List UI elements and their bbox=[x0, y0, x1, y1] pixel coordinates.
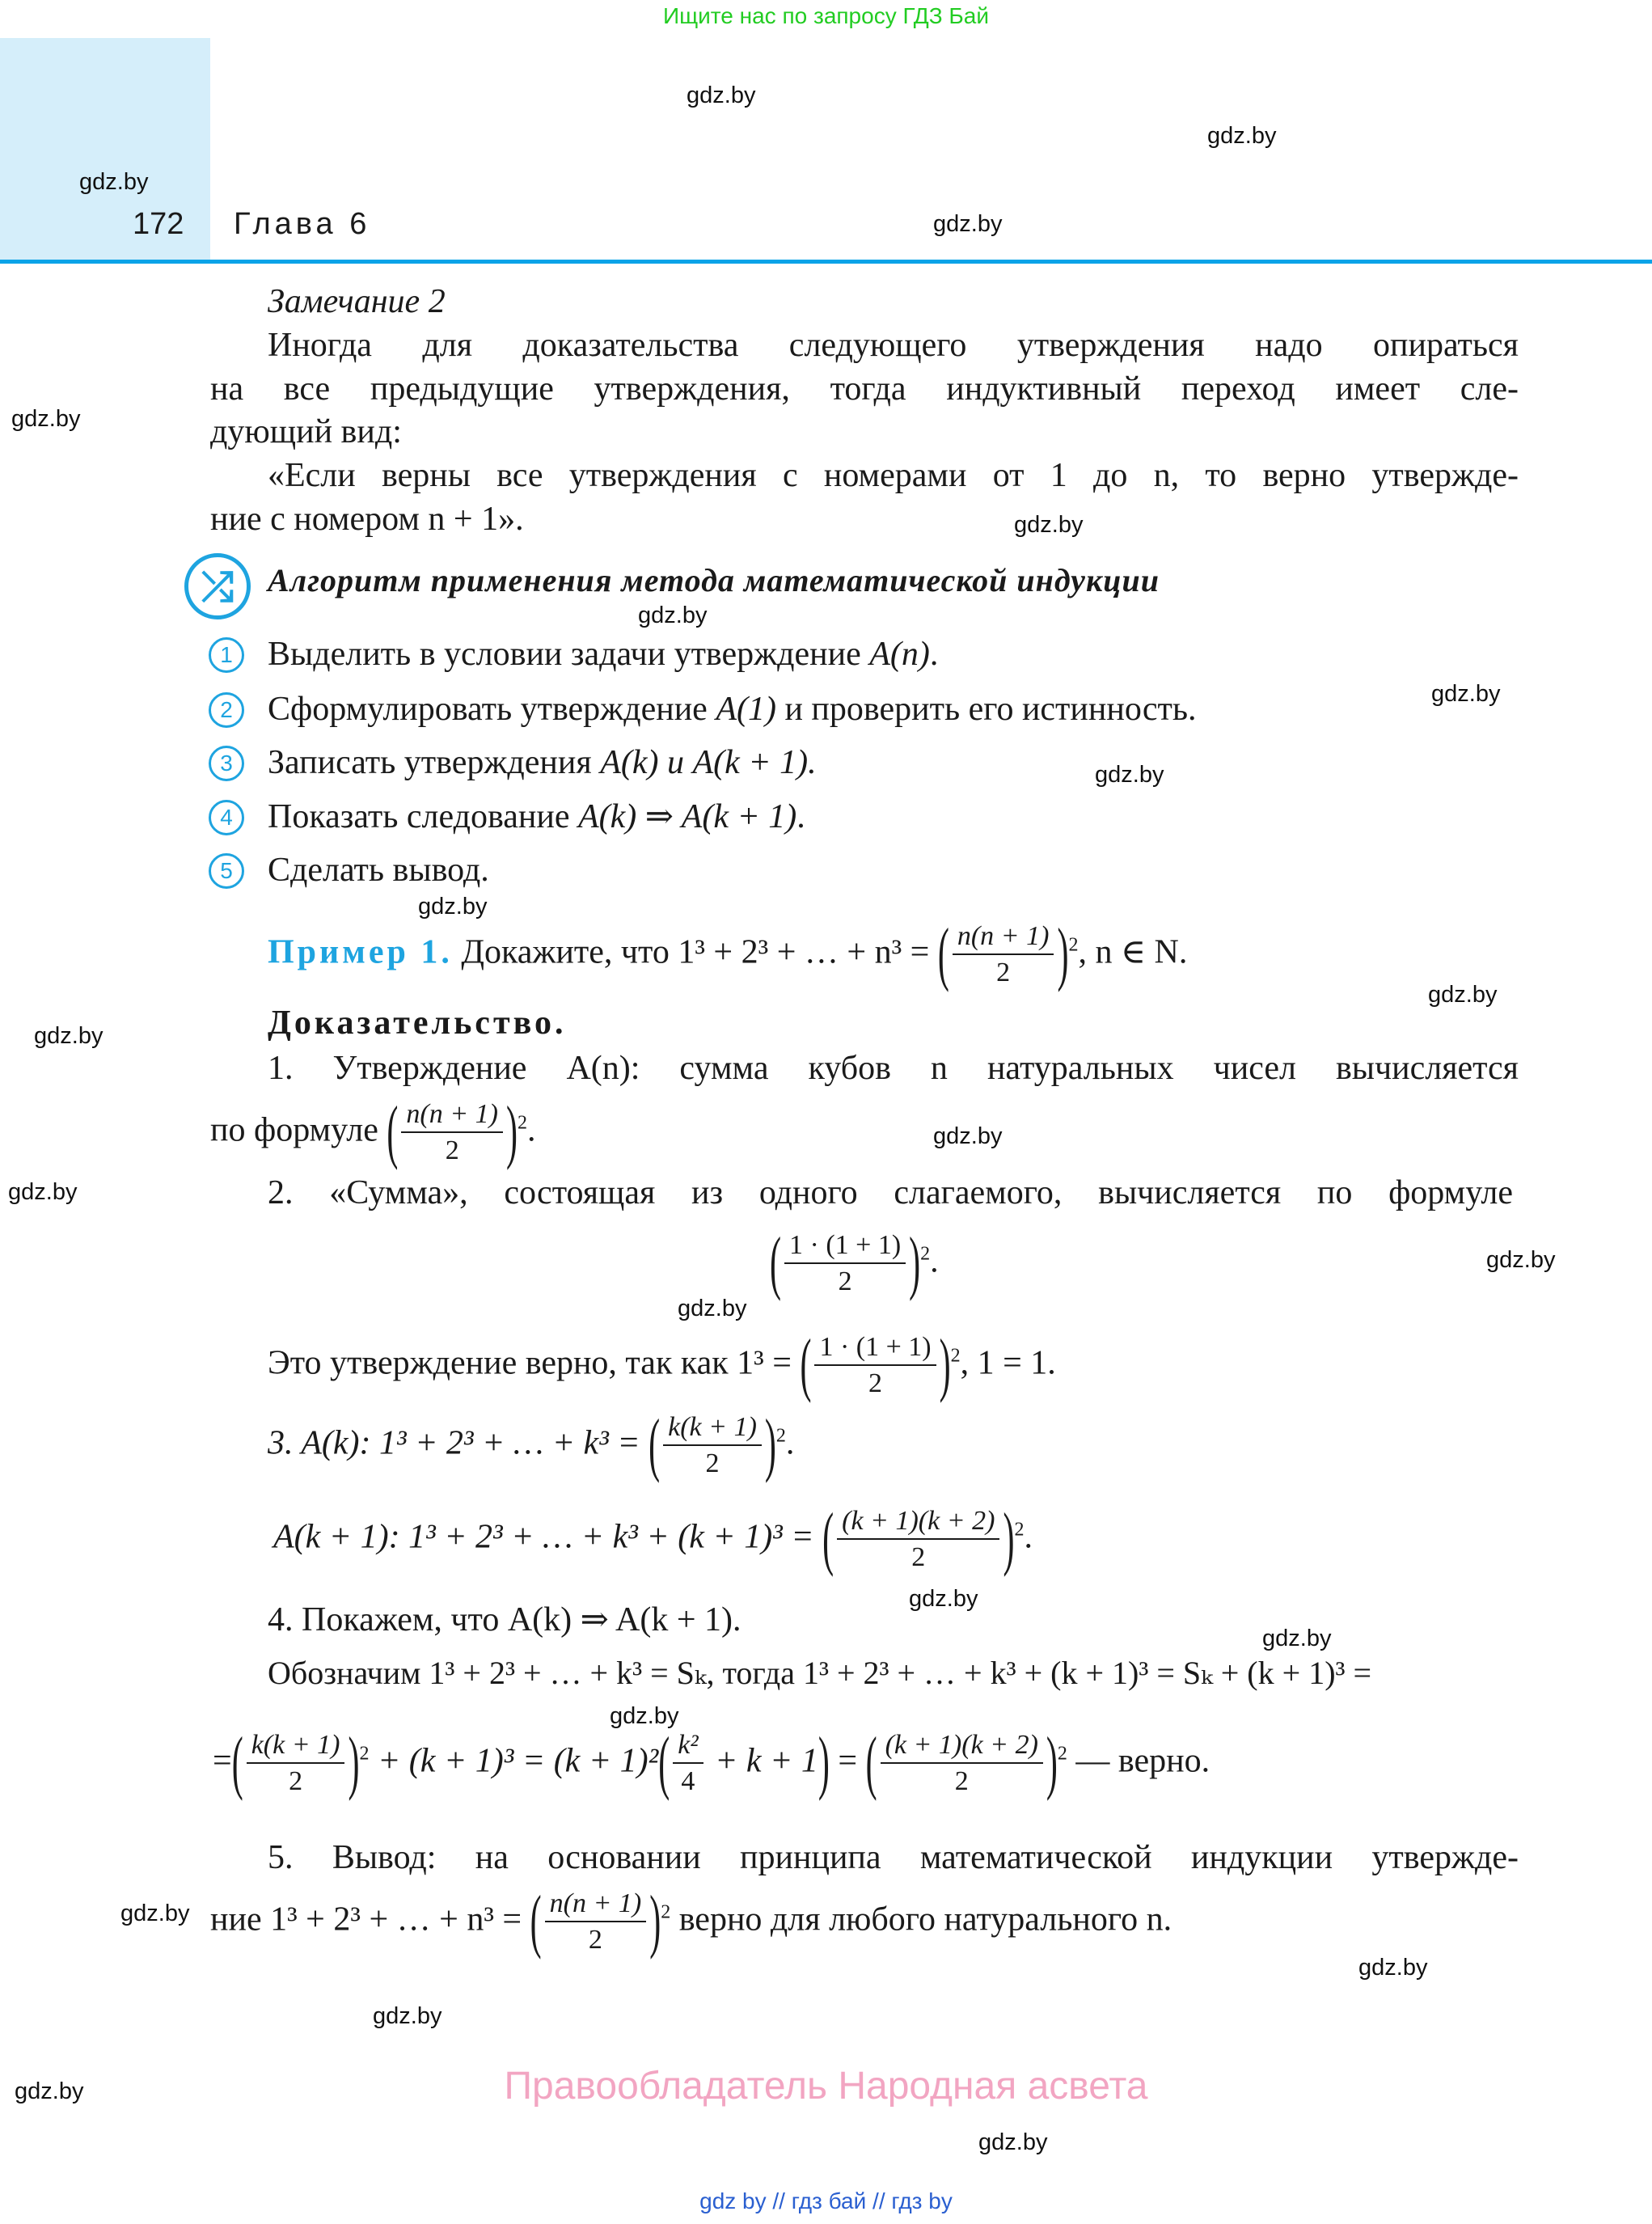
algorithm-step bbox=[268, 850, 489, 890]
step-tail: . bbox=[796, 798, 805, 835]
algorithm-step bbox=[268, 742, 817, 783]
fraction bbox=[401, 1098, 503, 1168]
footer-links[interactable]: gdz by // гдз бай // гдз by bbox=[699, 2188, 953, 2213]
proof-line: 4. Покажем, что A(k) ⇒ A(k + 1). bbox=[268, 1601, 741, 1638]
numerator: (k + 1)(k + 2) bbox=[881, 1729, 1043, 1764]
text: . bbox=[1024, 1518, 1033, 1556]
exponent: 2 bbox=[1068, 934, 1079, 956]
denominator: 4 bbox=[681, 1765, 695, 1796]
chapter-title: Глава 6 bbox=[234, 207, 371, 241]
text: . bbox=[526, 1111, 536, 1149]
proof-formula: ( $\frac{1 \cdot (1 + 1)}{2}$ )$^2$. bbox=[770, 1224, 939, 1303]
text: , 1 = 1. bbox=[960, 1344, 1056, 1382]
watermark: gdz.by bbox=[11, 406, 81, 432]
watermark: gdz.by bbox=[120, 1901, 190, 1926]
watermark: gdz.by bbox=[933, 1123, 1003, 1149]
exponent: 2 bbox=[1057, 1743, 1067, 1765]
proof-line: Это утверждение верно, так как 1³ = ( $\frac{1 \cdot (1 + 1)}{2}$ )$^2$, 1 = 1. bbox=[268, 1326, 1056, 1405]
step-text: Сделать вывод. bbox=[268, 852, 489, 889]
remark-line: дующий вид: bbox=[210, 413, 402, 450]
header-rule bbox=[0, 260, 1652, 264]
fraction bbox=[953, 920, 1054, 990]
denominator: 2 bbox=[868, 1368, 883, 1398]
watermark: gdz.by bbox=[1207, 123, 1277, 149]
watermark: gdz.by bbox=[418, 894, 488, 920]
denominator: 2 bbox=[588, 1924, 602, 1955]
fraction bbox=[545, 1888, 647, 1957]
step-text: Выделить в условии задачи утверждение bbox=[268, 636, 870, 673]
fraction bbox=[837, 1505, 999, 1575]
watermark: gdz.by bbox=[1358, 1955, 1428, 1981]
numerator: 1 · (1 + 1) bbox=[814, 1331, 936, 1366]
step-text: Показать следование bbox=[268, 798, 578, 835]
remark-title: Замечание 2 bbox=[268, 283, 446, 320]
step-text: Записать утверждения bbox=[268, 744, 601, 781]
step-tail: и A(k + 1). bbox=[658, 744, 817, 781]
text: ние 1³ + 2³ + … + n³ = bbox=[210, 1901, 530, 1939]
example-tail: , n ∈ N. bbox=[1078, 933, 1188, 971]
fraction bbox=[673, 1729, 703, 1799]
watermark: gdz.by bbox=[79, 169, 149, 195]
algorithm-step bbox=[268, 797, 805, 837]
text: Это утверждение верно, так как 1³ = bbox=[268, 1344, 801, 1382]
proof-line: 3. A(k): 1³ + 2³ + … + k³ = ( $\frac{k(k + 1)}{2}$ )$^2$. bbox=[268, 1406, 795, 1485]
watermark: gdz.by bbox=[933, 211, 1003, 237]
proof-line: ние 1³ + 2³ + … + n³ = ( $\frac{n(n + 1)}{2}$ )$^2$ верно для любого натурального n. bbox=[210, 1883, 1172, 1961]
watermark: gdz.by bbox=[8, 1179, 78, 1205]
step-math: A(n) bbox=[869, 636, 930, 673]
text: 3. A(k): 1³ + 2³ + … + k³ = bbox=[268, 1424, 649, 1462]
example-statement: Пример 1. Докажите, что 1³ + 2³ + … + n³ = ( $\frac{n(n + 1)}{2}$ )$^2$, n ∈ N. bbox=[268, 915, 1188, 994]
step-text: Сформулировать утверждение bbox=[268, 691, 716, 728]
watermark: gdz.by bbox=[638, 603, 708, 628]
numerator: k(k + 1) bbox=[663, 1411, 762, 1446]
step-number-icon: 2 bbox=[209, 692, 244, 728]
exponent: 2 bbox=[920, 1243, 931, 1265]
fraction bbox=[881, 1729, 1043, 1799]
exponent: 2 bbox=[359, 1743, 370, 1765]
exponent: 2 bbox=[517, 1112, 527, 1134]
fraction bbox=[784, 1229, 906, 1299]
watermark: gdz.by bbox=[1486, 1247, 1556, 1273]
example-label: Пример 1. bbox=[268, 933, 453, 971]
fraction bbox=[663, 1411, 762, 1481]
example-text: Докажите, что 1³ + 2³ + … + n³ = bbox=[452, 933, 938, 971]
step-tail: и проверить его истинность. bbox=[775, 691, 1197, 728]
text: . bbox=[785, 1424, 795, 1462]
algorithm-step bbox=[268, 689, 1197, 729]
step-number-icon: 4 bbox=[209, 800, 244, 835]
remark-line: Иногда для доказательства следующего утверждения надо опираться bbox=[268, 327, 1519, 364]
proof-line: A(k + 1): 1³ + 2³ + … + k³ + (k + 1)³ = ( $\frac{(k + 1)(k + 2)}{2}$ )$^2$. bbox=[273, 1500, 1033, 1579]
text: + (k + 1)³ = (k + 1)² bbox=[369, 1742, 659, 1780]
numerator: n(n + 1) bbox=[401, 1098, 503, 1133]
step-math: A(k) bbox=[600, 744, 659, 781]
numerator: (k + 1)(k + 2) bbox=[837, 1505, 999, 1540]
shuffle-icon: ⤮ bbox=[184, 553, 251, 619]
fraction bbox=[247, 1729, 345, 1799]
watermark: gdz.by bbox=[610, 1703, 679, 1729]
exponent: 2 bbox=[661, 1901, 671, 1923]
denominator: 2 bbox=[954, 1765, 969, 1796]
proof-line: по формуле ( $\frac{n(n + 1)}{2}$ )$^2$. bbox=[210, 1093, 536, 1172]
watermark: gdz.by bbox=[1014, 512, 1084, 538]
exponent: 2 bbox=[775, 1425, 786, 1447]
proof-line: 2. «Сумма», состоящая из одного слагаемого, вычисляется по формуле bbox=[268, 1174, 1513, 1211]
watermark: gdz.by bbox=[1095, 762, 1164, 788]
numerator: k(k + 1) bbox=[247, 1729, 345, 1764]
copyright-notice: Правообладатель Народная асвета bbox=[504, 2065, 1148, 2108]
proof-line: Обозначим 1³ + 2³ + … + k³ = Sₖ, тогда 1³ + 2³ + … + k³ + (k + 1)³ = Sₖ + (k + 1)³ = bbox=[268, 1655, 1372, 1691]
text: = bbox=[829, 1742, 866, 1780]
numerator: n(n + 1) bbox=[545, 1888, 647, 1922]
denominator: 2 bbox=[289, 1765, 303, 1796]
search-banner: Ищите нас по запросу ГДЗ Бай bbox=[662, 3, 990, 28]
watermark: gdz.by bbox=[687, 82, 756, 108]
watermark: gdz.by bbox=[678, 1296, 747, 1321]
algorithm-step bbox=[268, 634, 938, 674]
watermark: gdz.by bbox=[1262, 1626, 1332, 1651]
text: по формуле bbox=[210, 1111, 378, 1149]
watermark: gdz.by bbox=[373, 2003, 442, 2029]
numerator: 1 · (1 + 1) bbox=[784, 1229, 906, 1264]
numerator: n(n + 1) bbox=[953, 920, 1054, 955]
denominator: 2 bbox=[996, 957, 1011, 987]
page-number: 172 bbox=[133, 207, 184, 241]
fraction bbox=[814, 1331, 936, 1401]
watermark: gdz.by bbox=[978, 2129, 1048, 2155]
watermark: gdz.by bbox=[909, 1586, 978, 1612]
text: = bbox=[213, 1742, 232, 1780]
exponent: 2 bbox=[950, 1345, 961, 1367]
text: + k + 1 bbox=[706, 1742, 818, 1780]
step-number-icon: 3 bbox=[209, 746, 244, 781]
proof-title: Доказательство. bbox=[268, 1004, 567, 1042]
step-number-icon: 1 bbox=[209, 637, 244, 673]
watermark: gdz.by bbox=[15, 2078, 84, 2104]
watermark: gdz.by bbox=[1431, 681, 1501, 707]
text: A(k + 1): 1³ + 2³ + … + k³ + (k + 1)³ = bbox=[273, 1518, 823, 1556]
numerator: k² bbox=[673, 1729, 703, 1764]
denominator: 2 bbox=[838, 1266, 852, 1296]
watermark: gdz.by bbox=[34, 1023, 104, 1049]
proof-line: 1. Утверждение A(n): сумма кубов n натуральных чисел вычисляется bbox=[268, 1050, 1519, 1087]
proof-formula: =( $\frac{k(k + 1)}{2}$ )$^2$ + (k + 1)³ = (k + 1)²( $\frac{\text{k²}}{4}$ + k + 1) = ( $\frac{(k + 1)(k + 2)}{2}$ )$^2$ — верно. bbox=[213, 1724, 1210, 1803]
text: верно для любого натурального n. bbox=[670, 1901, 1172, 1939]
step-math: A(k) ⇒ A(k + 1) bbox=[577, 798, 797, 835]
text: — верно. bbox=[1067, 1742, 1210, 1780]
proof-line: 5. Вывод: на основании принципа математической индукции утвержде- bbox=[268, 1839, 1519, 1876]
remark-line: «Если верны все утверждения с номерами от 1 до n, то верно утвержде- bbox=[268, 457, 1519, 494]
watermark: gdz.by bbox=[1428, 982, 1498, 1008]
step-math: A(1) bbox=[716, 691, 776, 728]
step-number-icon: 5 bbox=[209, 853, 244, 889]
remark-line: ние с номером n + 1». bbox=[210, 501, 524, 538]
denominator: 2 bbox=[911, 1541, 926, 1572]
denominator: 2 bbox=[705, 1448, 720, 1478]
remark-line: на все предыдущие утверждения, тогда индуктивный переход имеет сле- bbox=[210, 370, 1519, 408]
denominator: 2 bbox=[445, 1135, 459, 1165]
exponent: 2 bbox=[1014, 1519, 1025, 1541]
algorithm-title: Алгоритм применения метода математической индукции bbox=[268, 562, 1160, 598]
text: . bbox=[930, 1242, 939, 1280]
step-tail: . bbox=[929, 636, 939, 673]
